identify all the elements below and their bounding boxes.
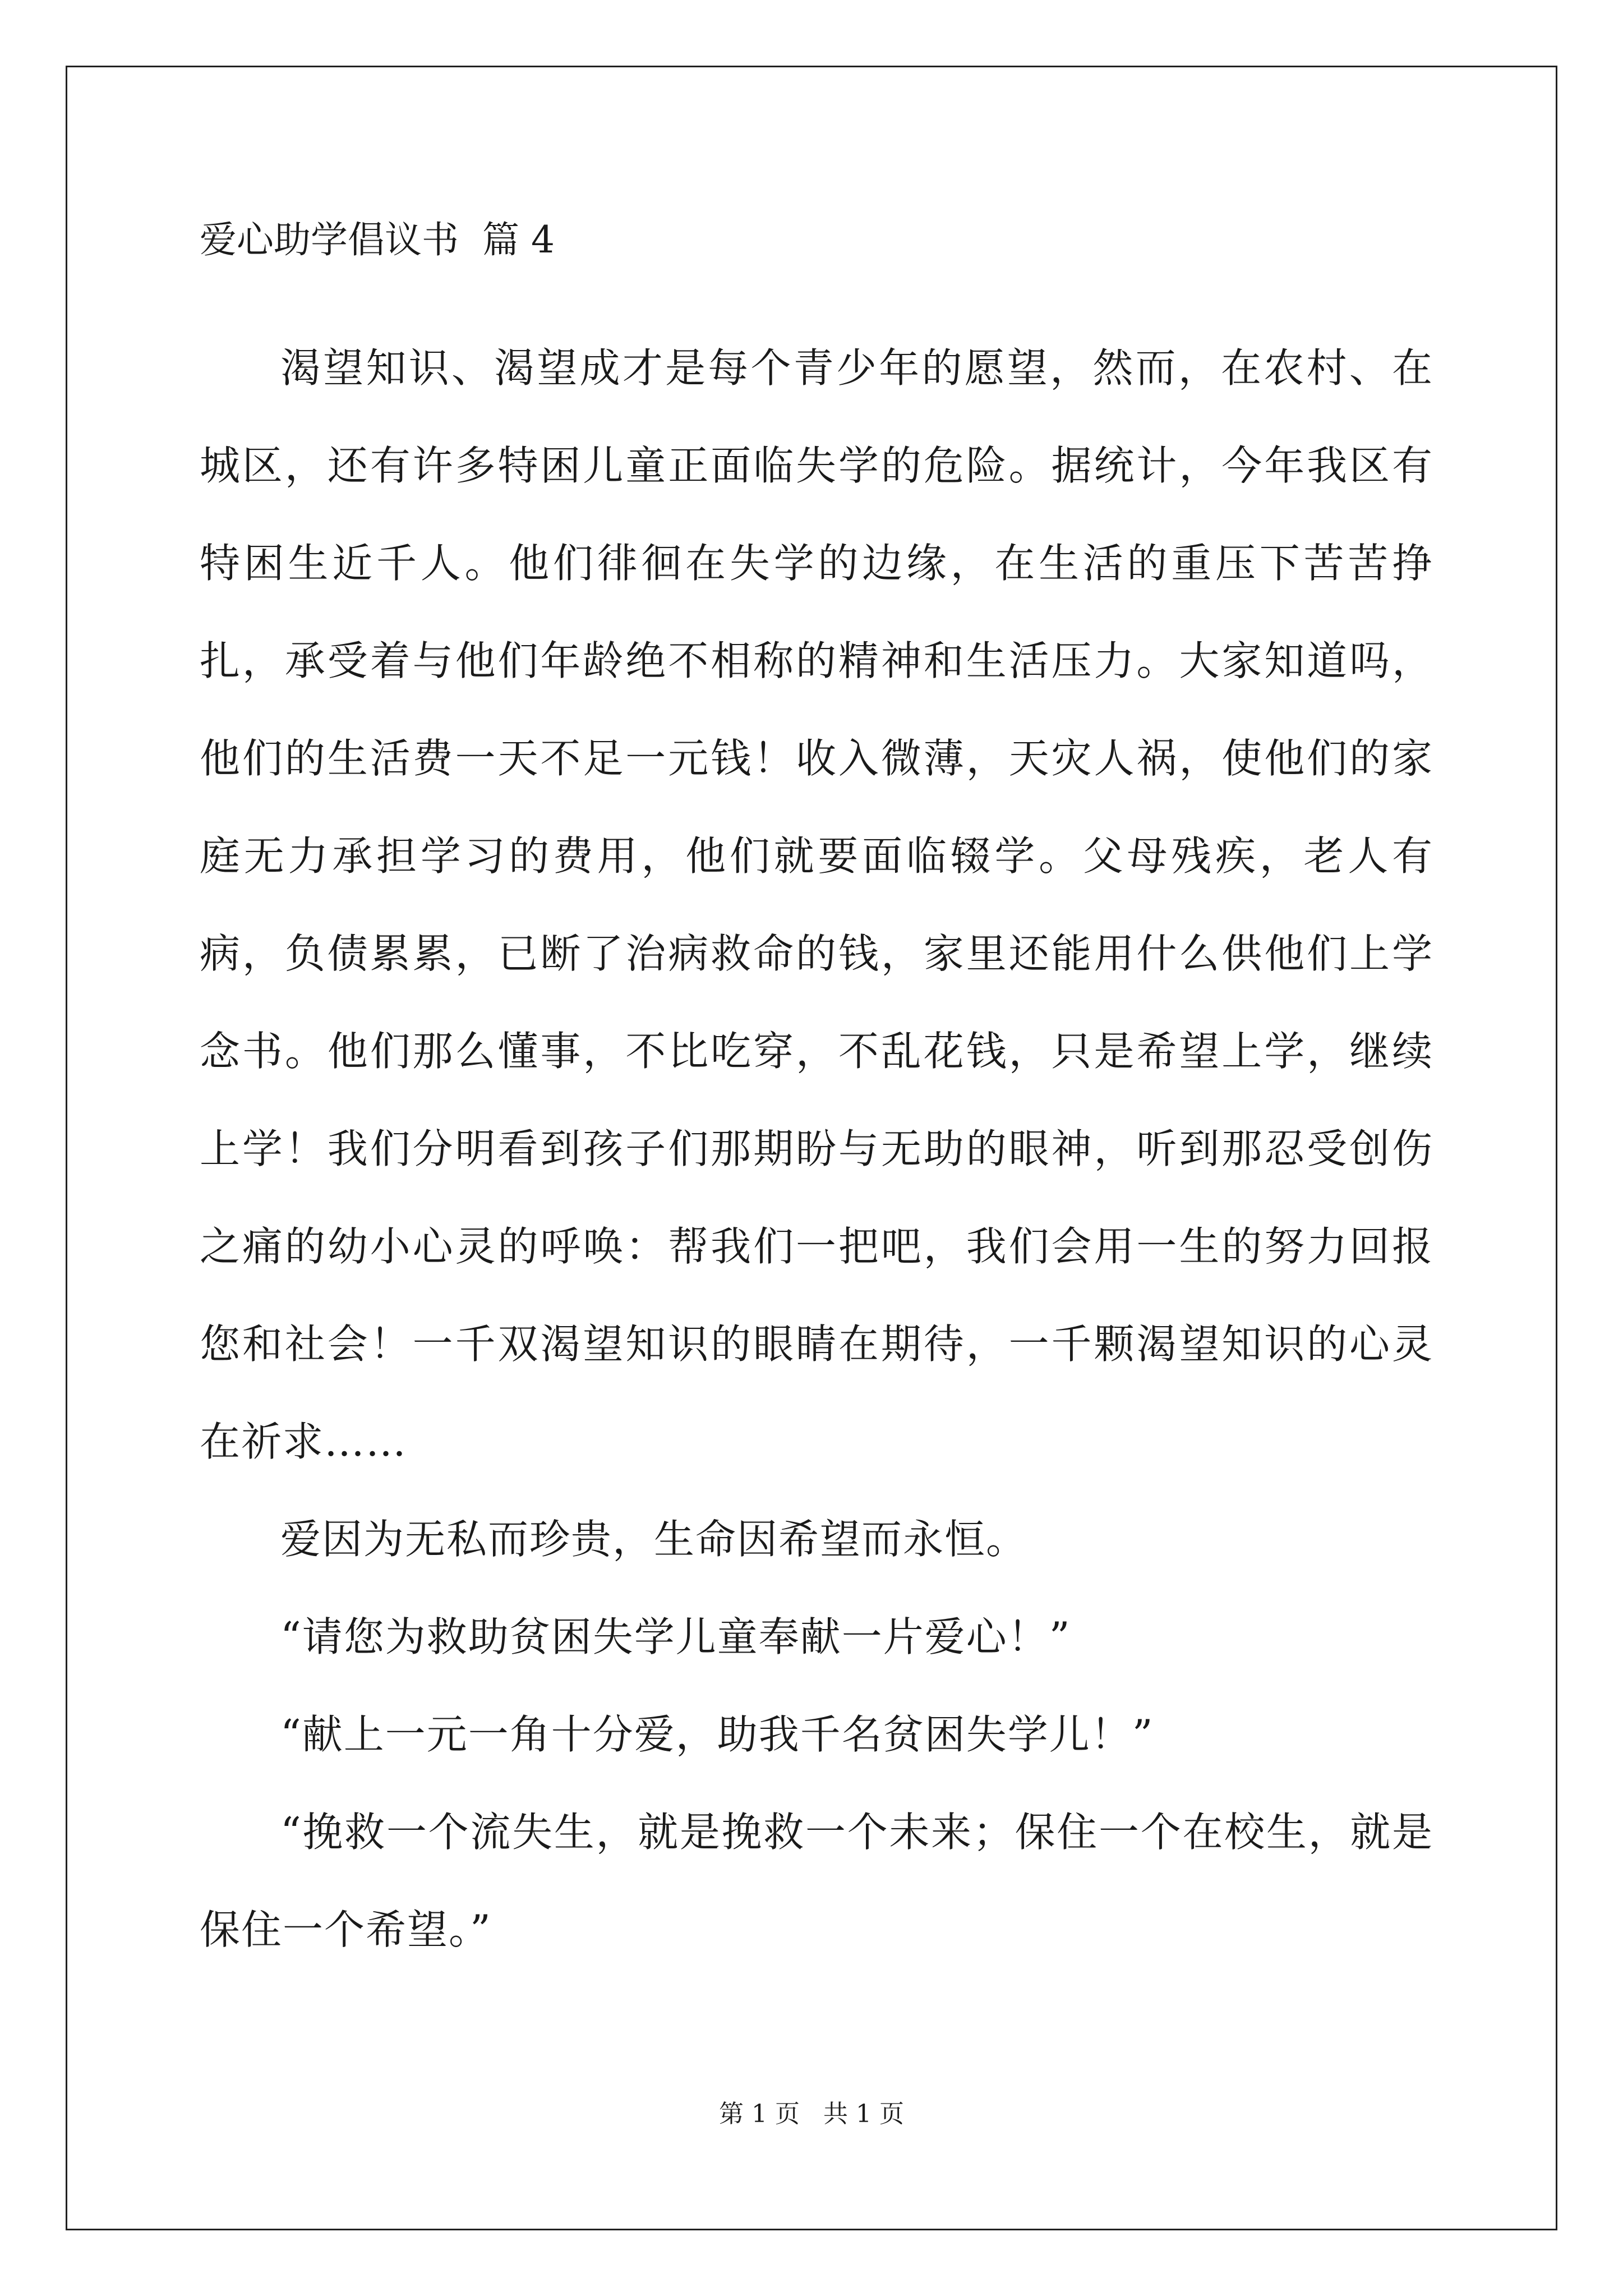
paragraph-main: 渴望知识、渴望成才是每个青少年的愿望，然而，在农村、在城区，还有许多特困儿童正面临失学的危险。据统计，今年我区有特困生近千人。他们徘徊在失学的边缘，在生活的重压下苦苦挣扎，承受着与他们年龄绝不相称的精神和生活压力。大家知道吗，他们的生活费一天不足一元钱！收入微薄，天灾人祸，使他们的家庭无力承担学习的费用，他们就要面临辍学。父母残疾，老人有病，负债累累，已断了治病救命的钱，家里还能用什么供他们上学念书。他们那么懂事，不比吃穿，不乱花钱，只是希望上学，继续上学！我们分明看到孩子们那期盼与无助的眼神，听到那忍受创伤之痛的幼小心灵的呼唤：帮我们一把吧，我们会用一生的努力回报您和社会！一千双渴望知识的眼睛在期待，一千颗渴望知识的心灵在祈求…… — [200, 344, 1433, 1466]
slogan-2: “献上一元一角十分爱，助我千名贫困失学儿！” — [280, 1711, 1154, 1759]
slogan-3: “挽救一个流失生，就是挽救一个未来；保住一个在校生，就是保住一个希望。” — [200, 1809, 1433, 1954]
document-title: 爱心助学倡议书 篇 4 — [200, 218, 555, 261]
document-body — [200, 218, 1433, 1978]
slogan-1: “请您为救助贫困失学儿童奉献一片爱心！” — [280, 1613, 1071, 1661]
page-footer: 第 1 页 共 1 页 — [719, 2100, 904, 2128]
paragraph-love: 爱因为无私而珍贵，生命因希望而永恒。 — [280, 1516, 1028, 1563]
